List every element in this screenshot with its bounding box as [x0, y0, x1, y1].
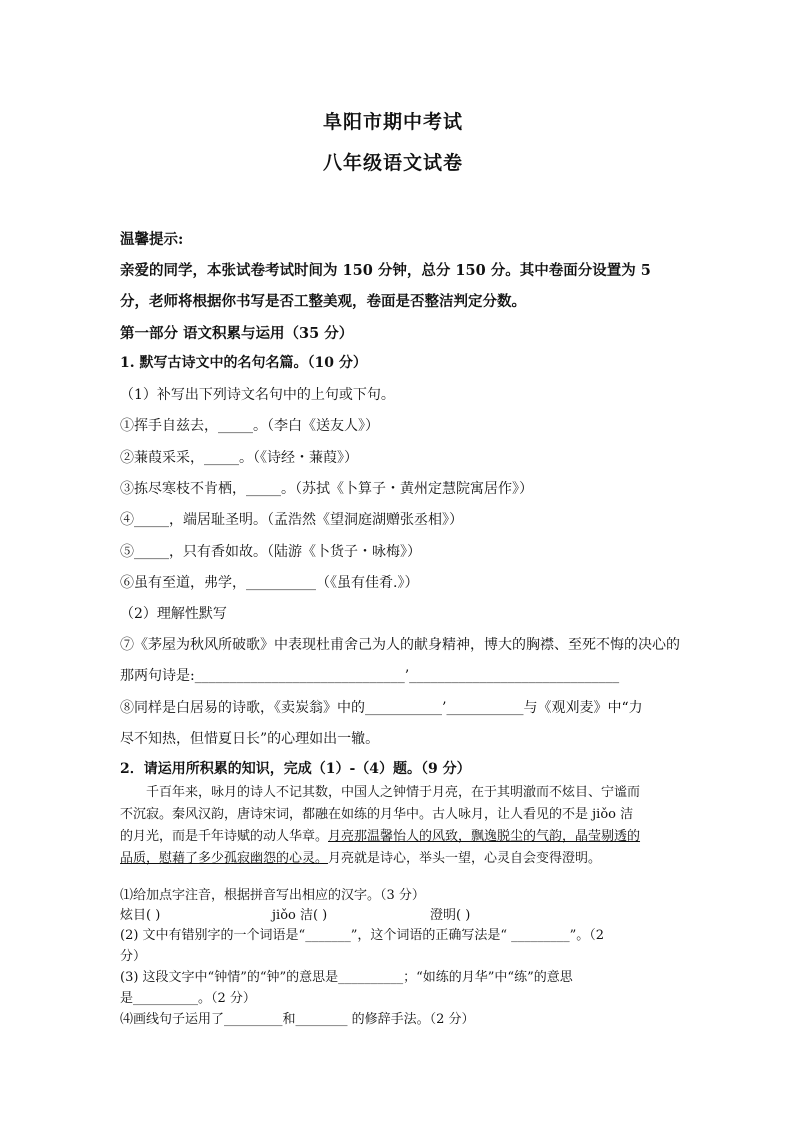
part1-heading: 第一部分 语文积累与运用（35 分） — [120, 325, 354, 342]
q2-sub-1: ⑴给加点字注音，根据拼音写出相应的汉字。（3 分） — [120, 888, 425, 903]
q2-title: 2．请运用所积累的知识，完成（1）-（4）题。（9 分） — [120, 761, 471, 777]
exam-subtitle: 八年级语文试卷 — [323, 152, 464, 174]
q2-passage-line-4 — [120, 847, 601, 866]
tips-line-2: 分，老师将根据你书写是否工整美观，卷面是否整洁判定分数。 — [120, 293, 526, 310]
q2-sub-1-blank-a: 炫目( ) — [120, 908, 161, 923]
exam-title: 阜阳市期中考试 — [323, 111, 464, 133]
q2-sub-3-line-2: 是__________。（2 分） — [120, 991, 256, 1006]
q2-passage-line-3-plain: 的月光，而是千年诗赋的动人华章。 — [120, 829, 329, 844]
q2-sub-1-blank-b: jiǒo 洁( ) — [272, 908, 328, 923]
q2-underlined-sentence-part-1: 月亮那温馨怡人的风致，飘逸脱尘的气韵，晶莹剔透的 — [328, 829, 641, 844]
q1-item-5: ⑤_____，只有香如故。（陆游《卜货子・咏梅》） — [120, 544, 421, 560]
q2-passage-line-2: 不沉寂。秦风汉韵，唐诗宋词，都融在如练的月华中。古人咏月，让人看见的不是 jiǒo 洁 — [120, 807, 634, 822]
q1-item-2: ②蒹葭采采，_____。（《诗经・蒹葭》） — [120, 450, 358, 466]
q2-sub-3-line-1: (3) 这段文字中“钟情”的“钟”的意思是__________；“如练的月华”中“练”的意思 — [120, 970, 573, 985]
tips-label: 温馨提示: — [120, 231, 184, 248]
q2-passage-line-4-plain: 月亮就是诗心，举头一望，心灵自会变得澄明。 — [328, 851, 602, 866]
q2-sub-4: ⑷画线句子运用了_________和________ 的修辞手法。（2 分） — [120, 1012, 475, 1027]
q2-sub-2-line-2: 分） — [120, 949, 147, 964]
q2-sub-1-blank-c: 澄明( ) — [430, 908, 471, 923]
q1-item-6: ⑥虽有至道，弗学，__________（《虽有佳肴.》） — [120, 575, 419, 591]
q2-passage-line-1: 千百年来，咏月的诗人不记其数，中国人之钟情于月亮，在于其明澈而不炫目、宁谧而 — [146, 785, 641, 800]
tips-line-1: 亲爱的同学，本张试卷考试时间为 150 分钟，总分 150 分。其中卷面分设置为 5 — [120, 262, 651, 279]
q1-item-4: ④_____，端居耻圣明。（孟浩然《望洞庭湖赠张丞相》） — [120, 512, 463, 528]
q1-title: 1. 默写古诗文中的名句名篇。（10 分） — [120, 355, 367, 371]
q1-item-3: ③拣尽寒枝不肯栖，_____。（苏拭《卜算子・黄州定慧院寓居作》） — [120, 481, 533, 497]
q1-item-7-line-2: 那两句诗是:______________________________’______________________________ — [120, 668, 620, 684]
q1-item-7-line-1: ⑦《茅屋为秋风所破歌》中表现杜甫舍己为人的献身精神，博大的胸襟、至死不悔的决心的 — [120, 637, 680, 653]
q1-item-8-line-2: 尽不知热，但惜夏日长”的心理如出一辙。 — [120, 731, 380, 747]
q1-item-1: ①挥手自兹去，_____。（李白《送友人》） — [120, 418, 379, 434]
q1-sub1: （1）补写出下列诗文名句中的上句或下句。 — [120, 387, 395, 403]
q2-sub-2-line-1: (2) 文中有错别字的一个词语是“_______”，这个词语的正确写法是“ _________”。（2 — [120, 928, 605, 943]
q2-underlined-sentence-part-2: 品质，慰藉了多少孤寂幽怨的心灵。 — [120, 851, 329, 866]
q2-passage-line-3 — [120, 825, 640, 844]
q1-sub2: （2）理解性默写 — [120, 606, 227, 622]
q1-item-8-line-1: ⑧同样是白居易的诗歌，《卖炭翁》中的___________’___________与《观刈麦》中“力 — [120, 700, 643, 716]
